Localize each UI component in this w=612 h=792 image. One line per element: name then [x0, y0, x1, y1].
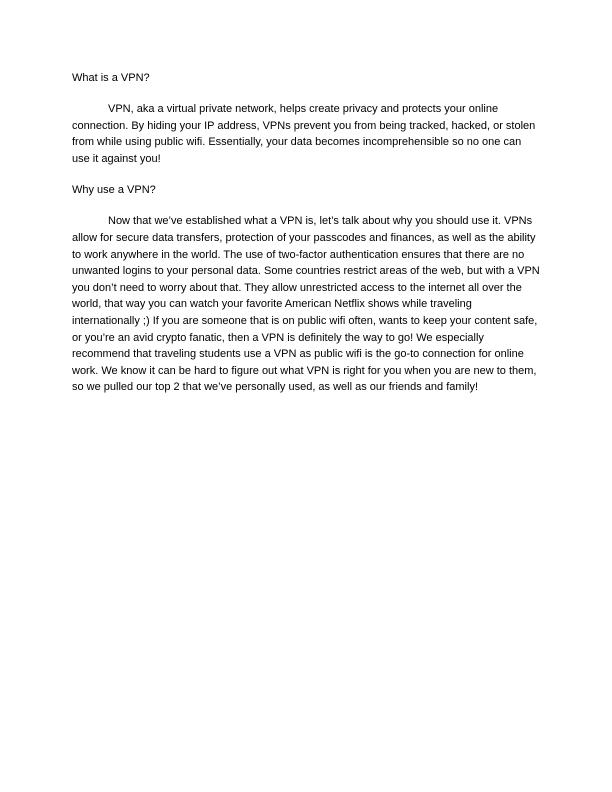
paragraph-line: work. We know it can be hard to figure out what VPN is right for you when you are new to them,: [72, 364, 537, 377]
paragraph: [72, 213, 542, 396]
paragraph-line: unwanted logins to your personal data. Some countries restrict areas of the web, but with a VPN: [72, 265, 540, 278]
paragraph-line: so we pulled our top 2 that we’ve personally used, as well as our friends and family!: [72, 381, 478, 394]
paragraph-line: from while using public wifi. Essentially, your data becomes incomprehensible so no one can: [72, 136, 522, 149]
paragraph-line: internationally ;) If you are someone that is on public wifi often, wants to keep your content safe,: [72, 314, 538, 327]
paragraph: [72, 101, 542, 167]
paragraph-line: connection. By hiding your IP address, VPNs prevent you from being tracked, hacked, or stolen: [72, 119, 536, 132]
paragraph-line: world, that way you can watch your favorite American Netflix shows while traveling: [72, 298, 472, 311]
paragraph-line: you don’t need to worry about that. They allow unrestricted access to the internet all over the: [72, 281, 522, 294]
paragraph-line: VPN, aka a virtual private network, helps create privacy and protects your online: [108, 103, 499, 116]
paragraph-line: or you’re an avid crypto fanatic, then a VPN is definitely the way to go! We especially: [72, 331, 484, 344]
section-heading: Why use a VPN?: [72, 184, 156, 197]
section-heading: What is a VPN?: [72, 72, 150, 84]
paragraph-line: to work anywhere in the world. The use of two-factor authentication ensures that there are no: [72, 248, 525, 261]
paragraph-line: recommend that traveling students use a VPN as public wifi is the go-to connection for online: [72, 348, 524, 361]
paragraph-line: use it against you!: [72, 152, 161, 165]
paragraph-line: allow for secure data transfers, protection of your passcodes and finances, as well as the ability: [72, 231, 536, 244]
document-page: [72, 70, 542, 396]
paragraph-line: Now that we’ve established what a VPN is, let’s talk about why you should use it. VPNs: [108, 215, 533, 228]
